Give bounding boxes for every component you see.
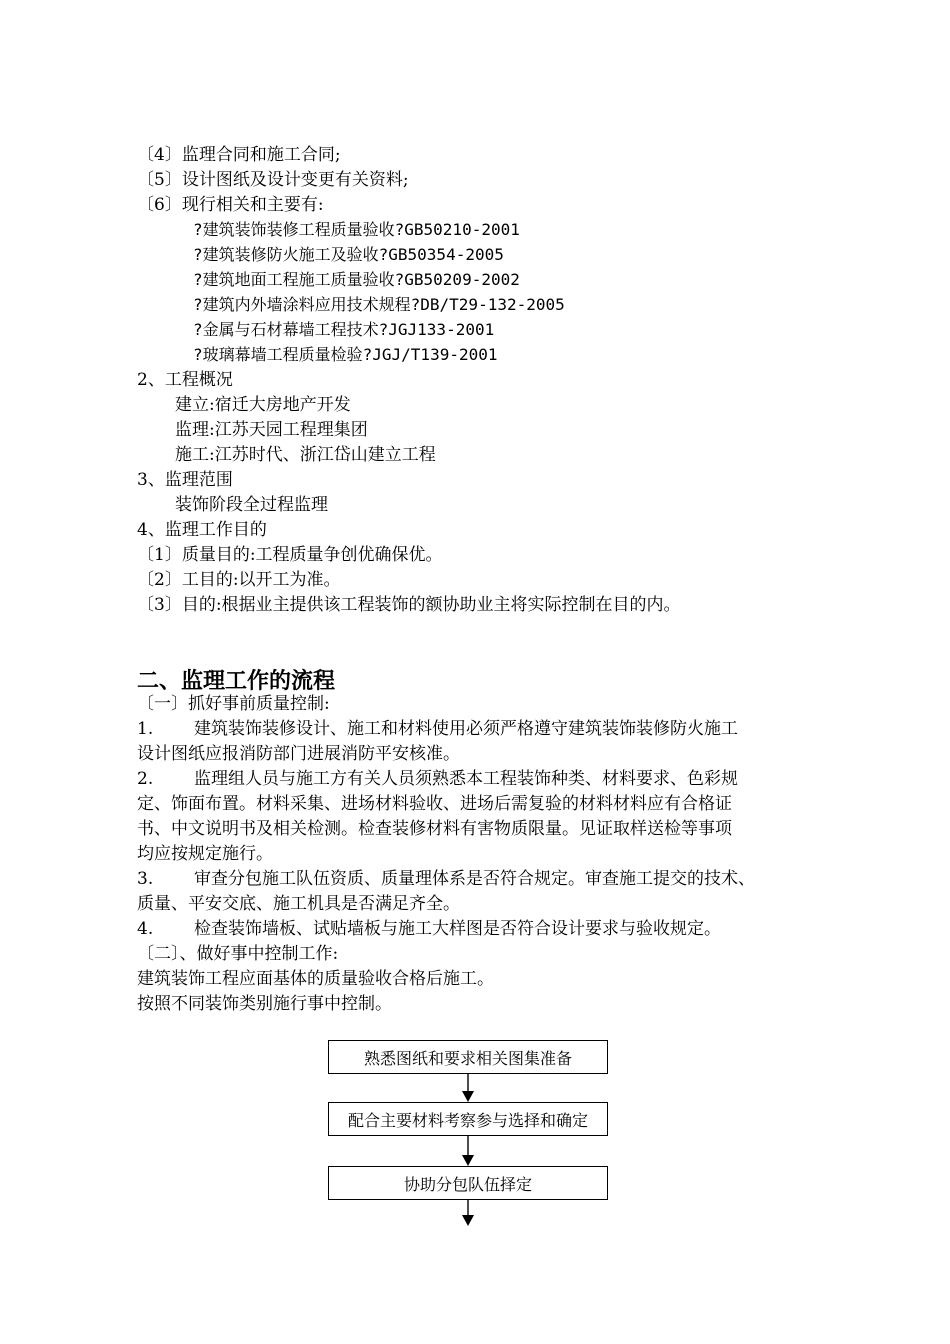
standard-item: ?建筑装饰装修工程质量验收?GB50210-2001: [193, 220, 520, 239]
arrow-down-icon: [461, 1200, 475, 1226]
list-item-continuation: 质量、平安交底、施工机具是否满足齐全。: [137, 894, 460, 914]
list-number: 4.: [137, 919, 154, 939]
paragraph: 按照不同装饰类别施行事中控制。: [137, 994, 392, 1014]
subsection-title-1: 〔一〕抓好事前质量控制:: [137, 694, 330, 714]
standard-item: ?玻璃幕墙工程质量检验?JGJ/T139-2001: [193, 345, 498, 364]
overview-title: 2、工程概况: [137, 370, 233, 390]
standard-item: ?建筑装修防火施工及验收?GB50354-2005: [193, 245, 504, 264]
arrow-down-icon: [461, 1136, 475, 1166]
standard-item: ?建筑内外墙涂料应用技术规程?DB/T29-132-2005: [193, 295, 565, 314]
arrow-down-icon: [461, 1074, 475, 1102]
goal-cost: 〔3〕目的:根据业主提供该工程装饰的额协助业主将实际控制在目的内。: [137, 595, 681, 615]
list-item-2: [137, 768, 738, 790]
section-heading: 二、监理工作的流程: [137, 669, 336, 694]
scope-text: 装饰阶段全过程监理: [175, 495, 328, 515]
flow-step-3: 协助分包队伍择定: [328, 1166, 608, 1200]
paragraph: 建筑装饰工程应面基体的质量验收合格后施工。: [137, 969, 494, 989]
list-item-continuation: 均应按规定施行。: [137, 844, 273, 864]
ref-item-5: 〔5〕设计图纸及设计变更有关资料;: [137, 170, 409, 190]
list-item-continuation: 书、中文说明书及相关检测。检查装修材料有害物质限量。见证取样送检等事项: [137, 819, 732, 839]
scope-title: 3、监理范围: [137, 470, 233, 490]
flow-step-1: 熟悉图纸和要求相关图集准备: [328, 1040, 608, 1074]
list-item-1: [137, 718, 738, 740]
list-number: 3.: [137, 869, 154, 889]
ref-item-4: 〔4〕监理合同和施工合同;: [137, 145, 341, 165]
goal-schedule: 〔2〕工目的:以开工为准。: [137, 570, 341, 590]
overview-supervisor: 监理:江苏天园工程理集团: [175, 420, 368, 440]
standard-item: ?建筑地面工程施工质量验收?GB50209-2002: [193, 270, 520, 289]
ref-item-6: 〔6〕现行相关和主要有:: [137, 195, 324, 215]
list-text: 监理组人员与施工方有关人员须熟悉本工程装饰种类、材料要求、色彩规: [194, 769, 738, 789]
list-text: 检查装饰墙板、试贴墙板与施工大样图是否符合设计要求与验收规定。: [194, 919, 721, 939]
list-item-continuation: 定、饰面布置。材料采集、进场材料验收、进场后需复验的材料材料应有合格证: [137, 794, 732, 814]
overview-owner: 建立:宿迁大房地产开发: [175, 395, 351, 415]
subsection-title-2: 〔二〕、做好事中控制工作:: [137, 944, 339, 964]
list-item-3: [137, 868, 755, 890]
goal-quality: 〔1〕质量目的:工程质量争创优确保优。: [137, 545, 443, 565]
list-item-4: [137, 918, 721, 940]
flow-step-2: 配合主要材料考察参与选择和确定: [328, 1102, 608, 1136]
overview-contractor: 施工:江苏时代、浙江岱山建立工程: [175, 445, 436, 465]
standard-item: ?金属与石材幕墙工程技术?JGJ133-2001: [193, 320, 495, 339]
list-item-continuation: 设计图纸应报消防部门进展消防平安核准。: [137, 744, 460, 764]
list-text: 审查分包施工队伍资质、质量理体系是否符合规定。审查施工提交的技术、: [194, 869, 755, 889]
list-number: 2.: [137, 769, 154, 789]
list-number: 1.: [137, 719, 154, 739]
goals-title: 4、监理工作目的: [137, 520, 267, 540]
list-text: 建筑装饰装修设计、施工和材料使用必须严格遵守建筑装饰装修防火施工: [194, 719, 738, 739]
